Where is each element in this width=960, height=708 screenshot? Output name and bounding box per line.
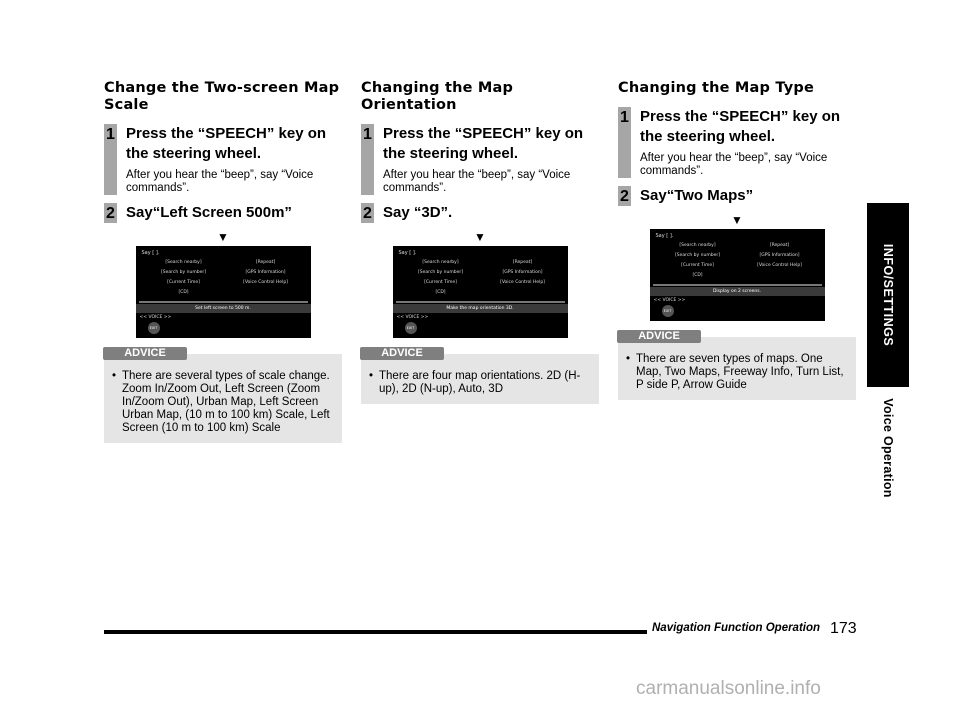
down-arrow-icon: ▼	[731, 213, 743, 227]
screen-exit-button: EXIT	[148, 322, 160, 334]
voice-screen-image	[650, 229, 825, 321]
step-description: After you hear the “beep”, say “Voice commands”.	[640, 152, 828, 177]
voice-screen-image	[393, 246, 568, 338]
advice-label: ADVICE	[103, 347, 187, 360]
screen-option: [GPS Information]	[502, 270, 543, 275]
step-2	[104, 203, 342, 223]
side-tab-info-settings: INFO/SETTINGS	[881, 243, 895, 347]
screen-option: [Repeat]	[512, 260, 533, 265]
advice-text: There are seven types of maps. One Map, Two Maps, Freeway Info, Turn List, P side P, Arrow Guide	[636, 353, 844, 391]
screen-voice-label: << VOICE >>	[653, 298, 686, 303]
screen-voice-label: << VOICE >>	[396, 315, 429, 320]
screen-option: [GPS Information]	[759, 253, 800, 258]
step-2	[361, 203, 599, 223]
screen-say-text: Say [ ].	[141, 250, 160, 256]
screen-option: [Voice Control Help]	[243, 280, 288, 285]
bullet-icon: •	[112, 370, 117, 382]
advice-box	[361, 347, 599, 404]
screen-divider	[139, 301, 308, 303]
footer-title: Navigation Function Operation	[652, 622, 821, 634]
screen-option: [Repeat]	[255, 260, 276, 265]
step-heading: Say “3D”.	[383, 204, 453, 221]
screen-divider	[653, 284, 822, 286]
step-number: 1	[361, 124, 374, 195]
screen-say-text: Say [ ].	[398, 250, 417, 256]
section-two-screen-scale	[104, 80, 342, 443]
screen-response-bar: Make the map orientation 3D.	[393, 304, 568, 313]
screen-voice-label: << VOICE >>	[139, 315, 172, 320]
step-heading: Say“Two Maps”	[640, 187, 754, 204]
screen-option: [CD]	[692, 273, 703, 278]
advice-text: There are four map orientations. 2D (H-up), 2D (N-up), Auto, 3D	[379, 370, 581, 395]
advice-label: ADVICE	[617, 330, 701, 343]
screen-option: [CD]	[178, 290, 189, 295]
screen-option: [Search nearby]	[422, 260, 459, 265]
step-description: After you hear the “beep”, say “Voice commands”.	[383, 169, 571, 194]
screen-response-bar: Set left screen to 500 m.	[136, 304, 311, 313]
advice-box	[618, 330, 856, 400]
section-title: Changing the Map Type	[618, 80, 814, 96]
step-number: 2	[361, 203, 374, 223]
screen-divider	[396, 301, 565, 303]
section-title: Changing the Map Orientation	[361, 80, 514, 113]
screen-option: [Current Time]	[681, 263, 714, 268]
step-2	[618, 186, 856, 206]
step-heading: Press the “SPEECH” key on the steering wheel.	[383, 125, 584, 162]
screen-option: [Repeat]	[769, 243, 790, 248]
screen-option: [Voice Control Help]	[500, 280, 545, 285]
step-number: 1	[618, 107, 631, 178]
screen-option: [GPS Information]	[245, 270, 286, 275]
advice-box	[104, 347, 342, 443]
step-number: 1	[104, 124, 117, 195]
screen-option: [Current Time]	[424, 280, 457, 285]
screen-option: [Search nearby]	[165, 260, 202, 265]
step-number: 2	[104, 203, 117, 223]
step-1	[618, 107, 856, 178]
footer-rule	[104, 630, 647, 634]
screen-option: [CD]	[435, 290, 446, 295]
step-heading: Press the “SPEECH” key on the steering wheel.	[126, 125, 327, 162]
screen-option: [Search by number]	[675, 253, 720, 258]
section-title: Change the Two-screen Map Scale	[104, 80, 340, 113]
screen-option: [Search by number]	[418, 270, 463, 275]
down-arrow-icon: ▼	[217, 230, 229, 244]
voice-screen-image	[136, 246, 311, 338]
screen-response-bar: Display on 2 screens.	[650, 287, 825, 296]
step-1	[361, 124, 599, 195]
step-heading: Press the “SPEECH” key on the steering wheel.	[640, 108, 841, 145]
screen-option: [Voice Control Help]	[757, 263, 802, 268]
screen-exit-button: EXIT	[405, 322, 417, 334]
screen-option: [Current Time]	[167, 280, 200, 285]
screen-exit-button: EXIT	[662, 305, 674, 317]
side-tab-voice-operation: Voice Operation	[881, 398, 895, 498]
watermark: carmanualsonline.info	[636, 678, 821, 699]
screen-say-text: Say [ ].	[655, 233, 674, 239]
screen-option: [Search by number]	[161, 270, 206, 275]
section-map-orientation	[361, 80, 599, 404]
bullet-icon: •	[369, 370, 374, 382]
advice-label: ADVICE	[360, 347, 444, 360]
bullet-icon: •	[626, 353, 631, 365]
down-arrow-icon: ▼	[474, 230, 486, 244]
step-1	[104, 124, 342, 195]
screen-option: [Search nearby]	[679, 243, 716, 248]
advice-text: There are several types of scale change. Zoom In/Zoom Out, Left Screen (Zoom In/Zoom Out), Urban Map, Left Screen Urban Map, (10 m to 100 km) Scale, Left Screen (10 m to 100 km) Scale	[122, 370, 330, 434]
step-number: 2	[618, 186, 631, 206]
step-description: After you hear the “beep”, say “Voice commands”.	[126, 169, 314, 194]
section-map-type	[618, 80, 856, 400]
page-number: 173	[830, 620, 857, 637]
step-heading: Say“Left Screen 500m”	[126, 204, 292, 221]
